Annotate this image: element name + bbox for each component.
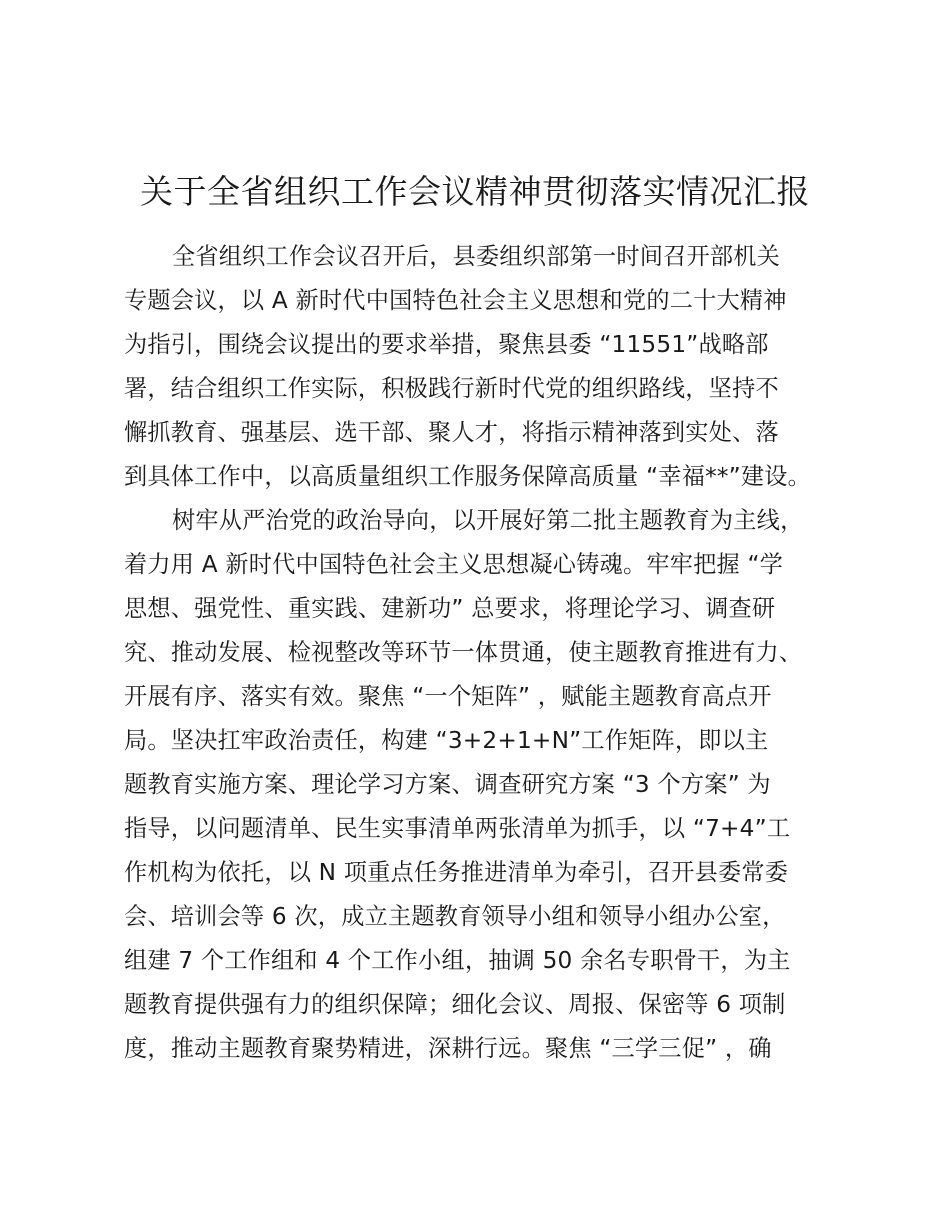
paragraph-2-line-1: 树牢从严治党的政治导向，以开展好第二批主题教育为主线， xyxy=(172,507,804,534)
paragraph-1-line-6: 到具体工作中，以高质量组织工作服务保障高质量 “幸福**”建设。 xyxy=(124,463,812,490)
paragraph-2-line-8: 指导，以问题清单、民生实事清单两张清单为抓手，以 “7+4”工 xyxy=(124,815,791,842)
paragraph-2-line-9: 作机构为依托，以 N 项重点任务推进清单为牵引，召开县委常委 xyxy=(124,859,789,886)
paragraph-2-line-12: 题教育提供强有力的组织保障；细化会议、周报、保密等 6 项制 xyxy=(124,991,786,1018)
paragraph-2-line-10: 会、培训会等 6 次，成立主题教育领导小组和领导小组办公室， xyxy=(124,903,786,930)
paragraph-1-line-1: 全省组织工作会议召开后，县委组织部第一时间召开部机关 xyxy=(172,243,781,270)
document-body xyxy=(124,235,844,1071)
paragraph-1-line-3: 为指引，围绕会议提出的要求举措，聚焦县委 “11551”战略部 xyxy=(124,331,769,358)
document-title: 关于全省组织工作会议精神贯彻落实情况汇报 xyxy=(140,172,810,211)
paragraph-1-line-2: 专题会议，以 A 新时代中国特色社会主义思想和党的二十大精神 xyxy=(124,287,787,314)
paragraph-2-line-13: 度，推动主题教育聚势精进，深耕行远。聚焦 “三学三促” ，确 xyxy=(124,1035,772,1062)
paragraph-1-line-5: 懈抓教育、强基层、选干部、聚人才，将指示精神落到实处、落 xyxy=(124,419,779,446)
paragraph-2-line-5: 开展有序、落实有效。聚焦 “一个矩阵” ，赋能主题教育高点开 xyxy=(124,683,772,710)
paragraph-2-line-11: 组建 7 个工作组和 4 个工作小组，抽调 50 余名专职骨干，为主 xyxy=(124,947,791,974)
paragraph-2-line-4: 究、推动发展、检视整改等环节一体贯通，使主题教育推进有力、 xyxy=(124,639,803,666)
paragraph-2-line-2: 着力用 A 新时代中国特色社会主义思想凝心铸魂。牢牢把握 “学 xyxy=(124,551,784,578)
paragraph-2-line-3: 思想、强党性、重实践、建新功” 总要求，将理论学习、调查研 xyxy=(124,595,776,622)
paragraph-2-line-7: 题教育实施方案、理论学习方案、调查研究方案 “3 个方案” 为 xyxy=(124,771,771,798)
paragraph-2-line-6: 局。坚决扛牢政治责任，构建 “3+2+1+N”工作矩阵，即以主 xyxy=(124,727,769,754)
paragraph-1-line-4: 署，结合组织工作实际，积极践行新时代党的组织路线，坚持不 xyxy=(124,375,779,402)
